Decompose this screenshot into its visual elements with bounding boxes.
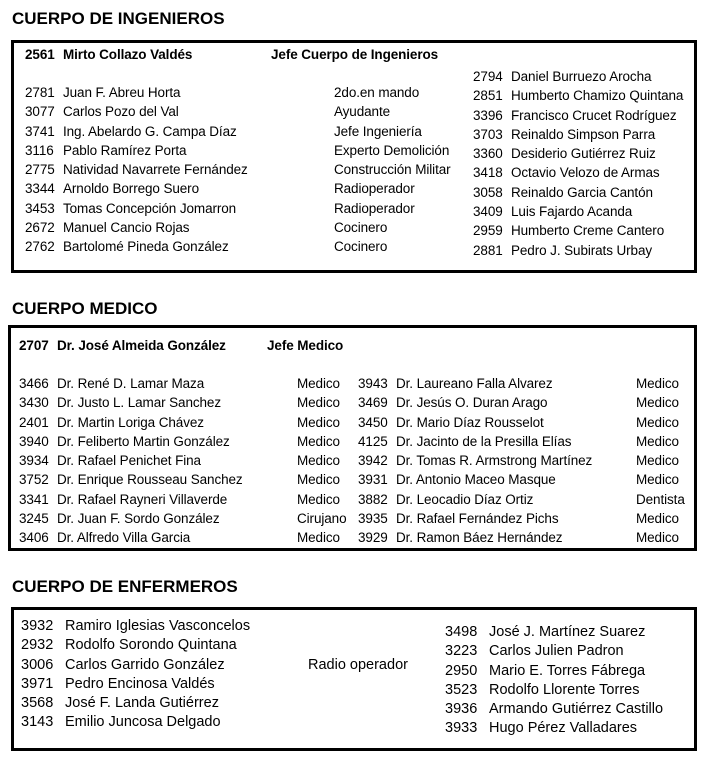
- roster-name: Ramiro Iglesias Vasconcelos: [65, 618, 251, 634]
- roster-role: Medico: [297, 433, 340, 449]
- roster-role: Jefe Ingeniería: [334, 123, 422, 139]
- roster-name: Ing. Abelardo G. Campa Díaz: [63, 123, 237, 139]
- roster-role: Dentista: [636, 491, 685, 507]
- section-title-enfermeros: CUERPO DE ENFERMEROS: [12, 577, 238, 596]
- roster-id: 3077: [25, 104, 55, 120]
- roster-name: Carlos Pozo del Val: [63, 104, 179, 120]
- enfermeros-middle-role: Radio operador: [308, 657, 408, 673]
- roster-id: 3929: [358, 530, 388, 546]
- roster-name: Dr. Enrique Rousseau Sanchez: [57, 472, 243, 488]
- roster-role: Medico: [636, 472, 679, 488]
- roster-id: 3933: [445, 720, 478, 737]
- roster-role: 2do.en mando: [334, 85, 420, 100]
- roster-id: 3943: [358, 376, 388, 391]
- roster-id: 2794: [473, 69, 503, 84]
- roster-id: 3469: [358, 395, 388, 411]
- medico-left-roles: [297, 374, 346, 548]
- roster-role: Medico: [636, 414, 679, 430]
- roster-role: Medico: [297, 472, 340, 488]
- ingenieros-left-names: [63, 83, 248, 257]
- roster-name: Dr. Laureano Falla Alvarez: [396, 376, 553, 391]
- roster-id: 2959: [473, 223, 503, 239]
- roster-id: 2950: [445, 662, 478, 679]
- medico-left-ids: [19, 374, 49, 548]
- roster-name: Arnoldo Borrego Suero: [63, 181, 199, 197]
- roster-role: Radioperador: [334, 200, 415, 216]
- roster-id: 3360: [473, 146, 503, 162]
- roster-name: Dr. Jesús O. Duran Arago: [396, 395, 548, 411]
- roster-role: Radioperador: [334, 181, 415, 197]
- roster-name: Dr. Antonio Maceo Masque: [396, 472, 556, 488]
- roster-id: 3006: [21, 656, 54, 673]
- roster-name: Carlos Julien Padron: [489, 643, 624, 660]
- roster-name: Dr. Alfredo Villa Garcia: [57, 530, 191, 546]
- roster-id: 3932: [21, 618, 54, 634]
- roster-id: 3971: [21, 675, 54, 692]
- roster-id: 3466: [19, 376, 49, 391]
- roster-name: Dr. Rafael Rayneri Villaverde: [57, 491, 228, 507]
- roster-name: José J. Martínez Suarez: [489, 624, 646, 640]
- roster-name: Mario E. Torres Fábrega: [489, 662, 646, 679]
- roster-id: 3568: [21, 695, 54, 712]
- medico-box: [8, 325, 697, 551]
- roster-id: 3942: [358, 453, 388, 469]
- roster-id: 3703: [473, 126, 503, 142]
- medico-right-roles: [636, 374, 685, 548]
- ingenieros-right-ids: [473, 67, 503, 260]
- roster-role: Medico: [636, 530, 679, 546]
- roster-name: Dr. Rafael Penichet Fina: [57, 453, 201, 469]
- roster-id: 3223: [445, 643, 478, 660]
- roster-id: 3143: [21, 714, 54, 731]
- roster-id: 3058: [473, 184, 503, 200]
- roster-role: Medico: [636, 453, 679, 469]
- roster-id: 3935: [358, 511, 388, 527]
- roster-role: Medico: [636, 376, 679, 391]
- roster-name: Desiderio Gutiérrez Ruiz: [511, 146, 656, 162]
- roster-id: 3741: [25, 123, 55, 139]
- roster-id: 3752: [19, 472, 49, 488]
- roster-name: Pedro Encinosa Valdés: [65, 675, 215, 692]
- roster-id: 3453: [25, 200, 55, 216]
- roster-name: Luis Fajardo Acanda: [511, 204, 633, 220]
- roster-role: Cirujano: [297, 511, 347, 527]
- roster-role: Ayudante: [334, 104, 391, 120]
- roster-name: Dr. Juan F. Sordo González: [57, 511, 220, 527]
- medico-chief-role: Jefe Medico: [267, 338, 344, 353]
- ingenieros-left-ids: [25, 83, 55, 257]
- roster-name: Dr. Rafael Fernández Pichs: [396, 511, 559, 527]
- roster-id: 3931: [358, 472, 388, 488]
- roster-name: Emilio Juncosa Delgado: [65, 714, 221, 731]
- roster-name: Carlos Garrido González: [65, 656, 225, 673]
- roster-name: Dr. Leocadio Díaz Ortiz: [396, 491, 534, 507]
- enfermeros-right-names: [489, 623, 663, 739]
- roster-id: 3936: [445, 701, 478, 718]
- medico-right-ids: [358, 374, 388, 548]
- roster-id: 3396: [473, 107, 503, 123]
- roster-id: 2762: [25, 239, 55, 255]
- roster-id: 3940: [19, 433, 49, 449]
- medico-chief-id: 2707: [19, 338, 49, 353]
- section-title-ingenieros: CUERPO DE INGENIEROS: [12, 9, 225, 28]
- ingenieros-box: [11, 40, 697, 273]
- roster-name: Dr. Mario Díaz Rousselot: [396, 414, 544, 430]
- medico-right-names: [396, 374, 592, 548]
- roster-name: Dr. Justo L. Lamar Sanchez: [57, 395, 221, 411]
- roster-id: 2932: [21, 637, 54, 654]
- roster-id: 4125: [358, 433, 388, 449]
- section-title-medico: CUERPO MEDICO: [12, 299, 158, 318]
- roster-name: Reinaldo Simpson Parra: [511, 126, 656, 142]
- roster-id: 3344: [25, 181, 55, 197]
- ingenieros-left-roles: [334, 83, 451, 257]
- roster-name: José F. Landa Gutiérrez: [65, 695, 219, 712]
- roster-name: Daniel Burruezo Arocha: [511, 69, 652, 84]
- roster-role: Medico: [297, 414, 340, 430]
- roster-name: Manuel Cancio Rojas: [63, 220, 190, 236]
- roster-name: Pedro J. Subirats Urbay: [511, 242, 653, 258]
- roster-role: Cocinero: [334, 220, 388, 236]
- roster-name: Rodolfo Sorondo Quintana: [65, 637, 237, 654]
- roster-name: Pablo Ramírez Porta: [63, 142, 187, 158]
- roster-name: Dr. Jacinto de la Presilla Elías: [396, 433, 572, 449]
- enfermeros-right-ids: [445, 623, 477, 739]
- roster-name: Rodolfo Llorente Torres: [489, 681, 640, 698]
- roster-name: Octavio Velozo de Armas: [511, 165, 660, 181]
- roster-name: Juan F. Abreu Horta: [63, 85, 181, 100]
- roster-role: Medico: [297, 376, 340, 391]
- roster-id: 3245: [19, 511, 49, 527]
- roster-name: Francisco Crucet Rodríguez: [511, 107, 677, 123]
- roster-role: Construcción Militar: [334, 162, 451, 178]
- roster-name: Dr. René D. Lamar Maza: [57, 376, 205, 391]
- roster-role: Medico: [636, 433, 679, 449]
- roster-name: Hugo Pérez Valladares: [489, 720, 638, 737]
- roster-id: 2781: [25, 85, 55, 100]
- roster-role: Medico: [297, 530, 340, 546]
- enfermeros-left-names: [65, 617, 250, 733]
- roster-id: 3498: [445, 624, 478, 640]
- roster-id: 3341: [19, 491, 49, 507]
- roster-name: Reinaldo Garcia Cantón: [511, 184, 653, 200]
- ingenieros-right-names: [511, 67, 683, 260]
- roster-name: Humberto Chamizo Quintana: [511, 88, 684, 104]
- roster-id: 3430: [19, 395, 49, 411]
- roster-name: Tomas Concepción Jomarron: [63, 200, 237, 216]
- roster-role: Cocinero: [334, 239, 388, 255]
- roster-id: 2401: [19, 414, 49, 430]
- roster-id: 2881: [473, 242, 503, 258]
- roster-role: Medico: [297, 395, 340, 411]
- roster-id: 2672: [25, 220, 55, 236]
- medico-left-names: [57, 374, 243, 548]
- roster-id: 2775: [25, 162, 55, 178]
- roster-role: Experto Demolición: [334, 142, 450, 158]
- roster-role: Medico: [297, 453, 340, 469]
- ingenieros-chief-id: 2561: [25, 47, 55, 62]
- roster-name: Dr. Tomas R. Armstrong Martínez: [396, 453, 593, 469]
- medico-chief-name: Dr. José Almeida González: [57, 338, 226, 353]
- ingenieros-chief-name: Mirto Collazo Valdés: [63, 47, 193, 62]
- roster-id: 3523: [445, 681, 478, 698]
- enfermeros-box: [11, 607, 697, 751]
- roster-name: Natividad Navarrete Fernández: [63, 162, 248, 178]
- roster-name: Humberto Creme Cantero: [511, 223, 665, 239]
- roster-role: Medico: [636, 511, 679, 527]
- roster-id: 3450: [358, 414, 388, 430]
- roster-name: Dr. Martin Loriga Chávez: [57, 414, 204, 430]
- enfermeros-left-ids: [21, 617, 53, 733]
- roster-role: Medico: [636, 395, 679, 411]
- roster-id: 3406: [19, 530, 49, 546]
- roster-id: 2851: [473, 88, 503, 104]
- roster-role: Medico: [297, 491, 340, 507]
- roster-name: Armando Gutiérrez Castillo: [489, 701, 664, 718]
- roster-id: 3418: [473, 165, 503, 181]
- roster-id: 3116: [25, 142, 54, 158]
- roster-id: 3409: [473, 204, 503, 220]
- roster-name: Dr. Feliberto Martin González: [57, 433, 230, 449]
- roster-id: 3882: [358, 491, 388, 507]
- roster-name: Dr. Ramon Báez Hernández: [396, 530, 563, 546]
- roster-id: 3934: [19, 453, 49, 469]
- roster-name: Bartolomé Pineda González: [63, 239, 229, 255]
- ingenieros-chief-role: Jefe Cuerpo de Ingenieros: [271, 47, 439, 62]
